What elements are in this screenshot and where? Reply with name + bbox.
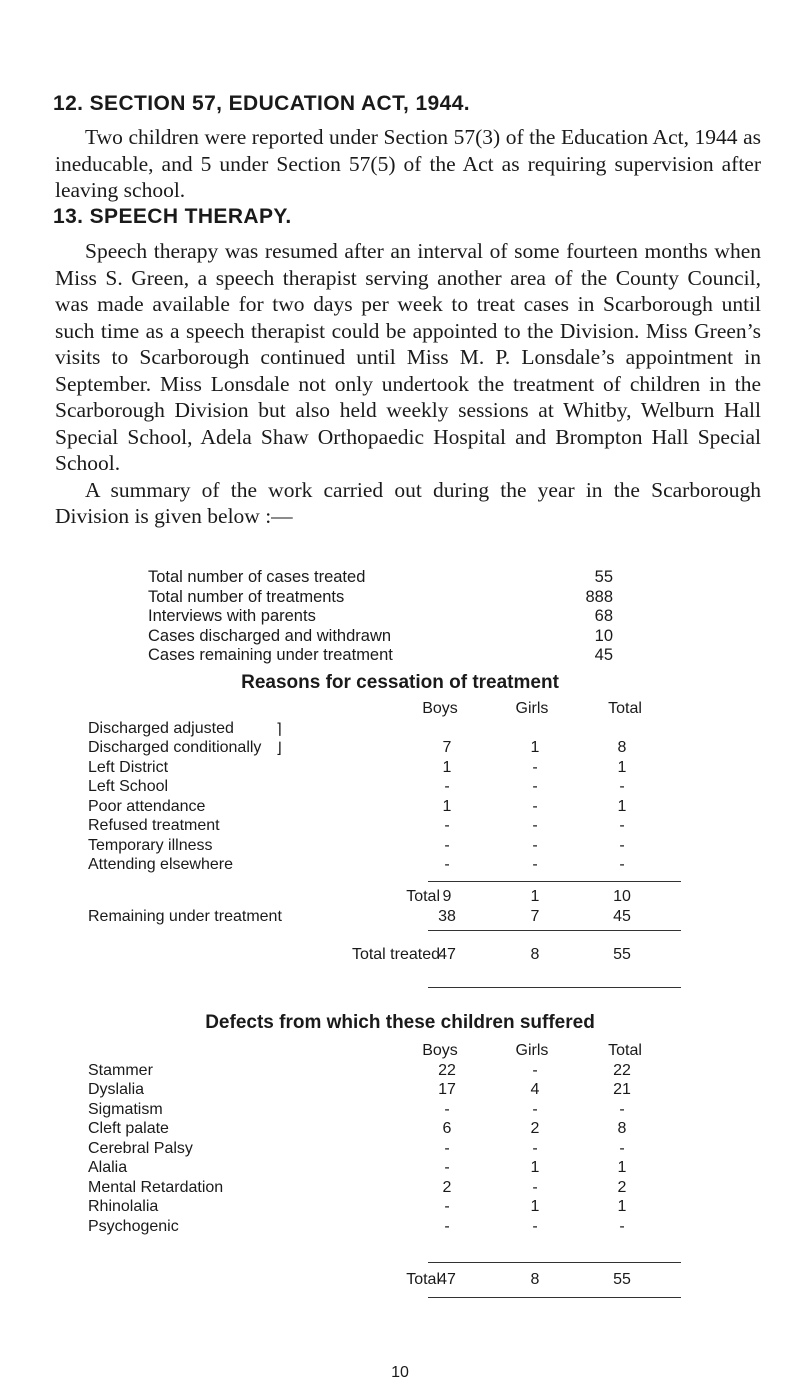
cell-girls: 2 <box>530 1120 540 1137</box>
row-label: Remaining under treatment <box>88 907 282 925</box>
cell-girls: - <box>532 797 538 815</box>
table-header <box>0 700 800 720</box>
cell-boys: 17 <box>438 1081 456 1098</box>
row-label: Total <box>406 888 440 905</box>
section-13-heading: 13. SPEECH THERAPY. <box>53 205 292 228</box>
cell-total: - <box>619 778 625 795</box>
cell-boys: - <box>444 1139 450 1157</box>
header-boys: Boys <box>422 700 458 717</box>
defects-title: Defects from which these children suffered <box>205 1012 595 1033</box>
defects-table <box>0 1042 800 1237</box>
header-total: Total <box>608 1042 642 1059</box>
divider <box>428 881 681 882</box>
summary-value: 45 <box>594 646 613 664</box>
cell-girls: 1 <box>530 739 540 756</box>
summary-row <box>148 627 613 647</box>
cell-girls: 4 <box>530 1081 540 1098</box>
row-label: Left District <box>88 758 169 776</box>
cell-boys: - <box>444 1159 450 1176</box>
table-row <box>0 1159 800 1179</box>
table-row <box>0 1218 800 1238</box>
cell-total: - <box>619 836 625 854</box>
row-label: Attending elsewhere <box>88 856 233 873</box>
table-row <box>0 817 800 837</box>
cell-boys: - <box>444 1217 450 1235</box>
cessation-table <box>0 700 800 876</box>
section-13-text <box>55 238 761 530</box>
total-row <box>0 888 800 908</box>
cell-girls: - <box>532 758 538 776</box>
cell-total: 45 <box>613 907 631 925</box>
summary-value: 10 <box>594 626 613 645</box>
treated-row <box>0 946 800 966</box>
cell-girls: 7 <box>530 907 540 925</box>
row-label: Poor attendance <box>88 797 206 815</box>
cell-total: 1 <box>617 1198 627 1215</box>
row-label: Dyslalia <box>88 1081 145 1098</box>
cell-total: - <box>619 1217 625 1235</box>
cell-girls: - <box>532 1139 538 1157</box>
page-number: 10 <box>391 1364 409 1381</box>
summary-value: 55 <box>594 568 613 586</box>
header-girls: Girls <box>515 700 549 717</box>
summary-label: Total number of cases treated <box>148 568 366 586</box>
cell-total: - <box>619 1139 625 1157</box>
cell-boys: 38 <box>438 907 456 925</box>
divider <box>428 1297 681 1298</box>
cell-girls: - <box>532 1217 538 1235</box>
defects-totals <box>0 1271 800 1291</box>
summary-list <box>148 568 613 666</box>
cell-girls: - <box>532 1061 538 1079</box>
row-label: Refused treatment <box>88 817 220 834</box>
table-header <box>0 1042 800 1062</box>
cell-boys: 47 <box>438 1271 456 1288</box>
cell-girls: 8 <box>530 946 540 963</box>
cell-boys: 7 <box>442 739 452 756</box>
cell-girls: - <box>532 778 538 795</box>
table-row <box>0 778 800 798</box>
summary-value: 888 <box>585 587 613 606</box>
summary-row <box>148 646 613 666</box>
cell-total: - <box>619 1100 625 1118</box>
cell-total: 10 <box>613 888 631 905</box>
row-label: Stammer <box>88 1061 153 1079</box>
cell-total: 21 <box>613 1081 631 1098</box>
cell-total: - <box>619 817 625 834</box>
table-row <box>0 856 800 876</box>
cell-boys: - <box>444 817 450 834</box>
row-label: Cleft palate <box>88 1120 169 1137</box>
cell-boys: - <box>444 778 450 795</box>
section-13-paragraph-2: A summary of the work carried out during the year in the Scarborough Division is given below :— <box>55 477 761 528</box>
cell-girls: - <box>532 1100 538 1118</box>
summary-label: Total number of treatments <box>148 587 345 606</box>
cell-total: 55 <box>613 1271 631 1288</box>
cell-boys: 1 <box>442 758 452 776</box>
cell-boys: 1 <box>442 797 452 815</box>
cell-total: 22 <box>613 1061 631 1079</box>
section-12-text <box>55 124 761 204</box>
cell-total: 2 <box>617 1178 627 1196</box>
table-row <box>0 1179 800 1199</box>
summary-row <box>148 607 613 627</box>
row-label: Rhinolalia <box>88 1198 159 1215</box>
table-row <box>0 1081 800 1101</box>
brace-bottom: ⌋ <box>276 740 282 757</box>
cell-girls: 1 <box>530 888 540 905</box>
row-label: Discharged adjusted <box>88 719 234 737</box>
cell-boys: 22 <box>438 1061 456 1079</box>
table-row <box>0 837 800 857</box>
divider <box>428 930 681 931</box>
header-boys: Boys <box>422 1042 458 1059</box>
divider <box>428 1262 681 1263</box>
table-row <box>0 798 800 818</box>
header-total: Total <box>608 700 642 717</box>
section-13-paragraph-1: Speech therapy was resumed after an interval of some fourteen months when Miss S. Green, a speech therapist serving another area of the County Council, was made available for two days per week to treat cases in Scarborough until such time as a speech therapist could be appointed to the Division. Miss Green’s visits to Scarborough continued until Miss M. P. Lonsdale’s appointment in September. Miss Lonsdale not only undertook the treatment of children in the Scarborough Division but also held weekly sessions at Whitby, Welburn Hall Special School, Adela Shaw Orthopaedic Hospital and Brompton Hall Special School. <box>55 239 761 475</box>
cell-girls: - <box>532 856 538 873</box>
table-row <box>0 1101 800 1121</box>
summary-row <box>148 568 613 588</box>
cell-boys: 9 <box>442 888 452 905</box>
cell-girls: - <box>532 836 538 854</box>
row-label: Sigmatism <box>88 1100 163 1118</box>
cell-girls: - <box>532 1178 538 1196</box>
row-label: Left School <box>88 778 169 795</box>
row-label: Psychogenic <box>88 1217 179 1235</box>
cell-boys: - <box>444 1198 450 1215</box>
cell-boys: - <box>444 1100 450 1118</box>
table-row <box>0 759 800 779</box>
cell-boys: 2 <box>442 1178 452 1196</box>
cell-total: 1 <box>617 797 627 815</box>
summary-label: Interviews with parents <box>148 607 316 625</box>
table-row <box>0 1062 800 1082</box>
cell-girls: 1 <box>530 1198 540 1215</box>
section-12-heading: 12. SECTION 57, EDUCATION ACT, 1944. <box>53 92 471 115</box>
cell-total: 55 <box>613 946 631 963</box>
cell-total: 1 <box>617 758 627 776</box>
table-row <box>0 739 800 759</box>
table-row <box>0 1120 800 1140</box>
brace-top: ⌉ <box>276 720 282 738</box>
cell-boys: 47 <box>438 946 456 963</box>
total-row <box>0 1271 800 1291</box>
row-label: Cerebral Palsy <box>88 1139 193 1157</box>
cell-total: 1 <box>617 1159 627 1176</box>
cell-girls: 8 <box>530 1271 540 1288</box>
cell-boys: 6 <box>442 1120 452 1137</box>
cell-boys: - <box>444 856 450 873</box>
cessation-treated <box>0 946 800 966</box>
header-girls: Girls <box>515 1042 549 1059</box>
row-label: Total treated <box>351 946 440 963</box>
summary-row <box>148 588 613 608</box>
cessation-totals <box>0 888 800 927</box>
remaining-row <box>0 908 800 928</box>
row-label: Total <box>406 1271 440 1288</box>
cell-total: 8 <box>617 1120 627 1137</box>
table-row <box>0 1198 800 1218</box>
cell-girls: 1 <box>530 1159 540 1176</box>
cell-total: 8 <box>617 739 627 756</box>
summary-value: 68 <box>594 607 613 625</box>
cell-girls: - <box>532 817 538 834</box>
cell-total: - <box>619 856 625 873</box>
table-row <box>0 720 800 740</box>
row-label: Discharged conditionally <box>88 739 262 756</box>
table-row <box>0 1140 800 1160</box>
row-label: Alalia <box>88 1159 128 1176</box>
summary-label: Cases remaining under treatment <box>148 646 393 664</box>
divider <box>428 987 681 988</box>
section-12-paragraph: Two children were reported under Section 57(3) of the Education Act, 1944 as ineducable, and 5 under Section 57(5) of the Act as requiring supervision after leaving school. <box>55 125 761 202</box>
row-label: Mental Retardation <box>88 1178 224 1196</box>
cell-boys: - <box>444 836 450 854</box>
row-label: Temporary illness <box>88 836 213 854</box>
summary-label: Cases discharged and withdrawn <box>148 626 392 645</box>
cessation-title: Reasons for cessation of treatment <box>241 672 559 693</box>
